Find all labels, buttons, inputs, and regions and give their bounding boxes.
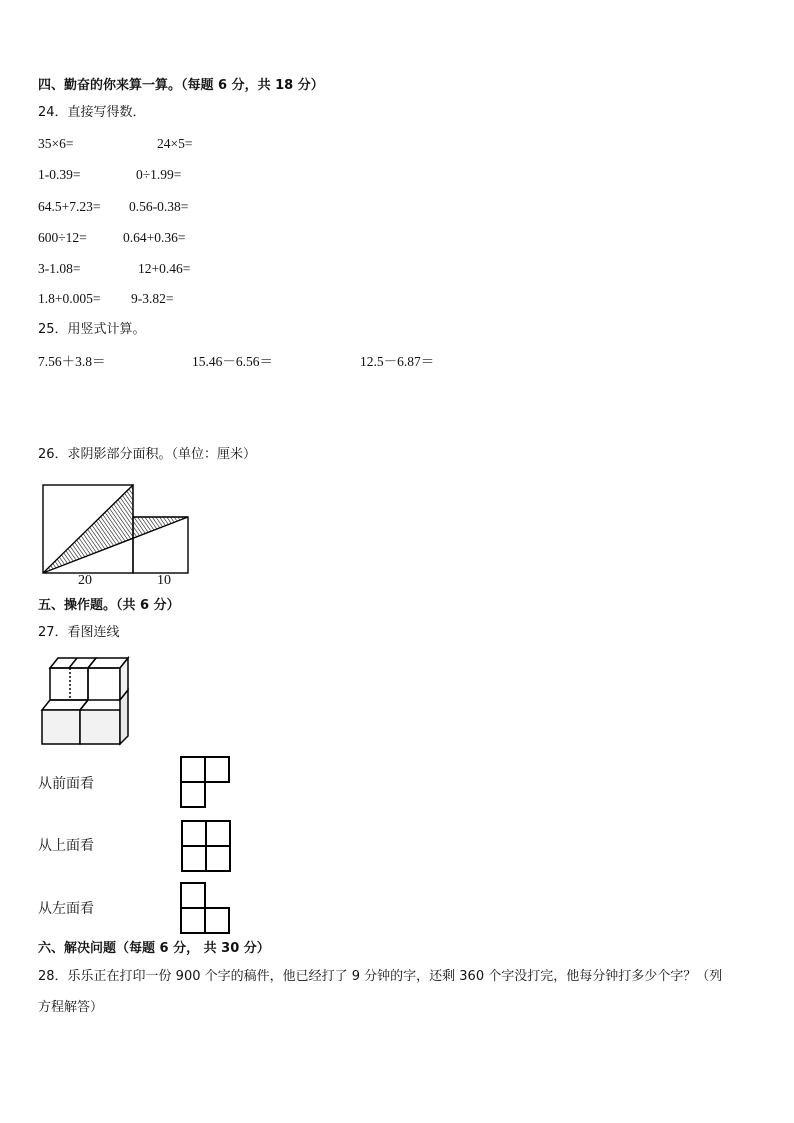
left-view-grid — [178, 880, 238, 940]
question-28-text-line-2: 方程解答） — [38, 1000, 104, 1015]
front-view-grid — [178, 755, 238, 815]
q25-item-2: 15.46－6.56＝ — [192, 354, 273, 369]
question-24-title: 24．直接写得数． — [38, 105, 146, 120]
dimension-label-10: 10 — [157, 573, 171, 588]
question-28-text-line-1: 28．乐乐正在打印一份 900 个字的稿件，他已经打了 9 分钟的字，还剩 360 个字没打完，他每分钟打多少个字？（列 — [38, 969, 723, 984]
top-view-grid — [178, 818, 238, 878]
section-6-heading: 六、解决问题（每题 6 分， 共 30 分） — [38, 941, 270, 956]
shaded-triangle — [43, 485, 188, 573]
q24-expr-6b: 9-3.82= — [131, 291, 174, 306]
question-27-title: 27．看图连线 — [38, 625, 120, 640]
view-label-top: 从上面看 — [38, 838, 94, 854]
q24-expr-2a: 1-0.39= — [38, 167, 81, 182]
question-25-title: 25．用竖式计算。 — [38, 322, 146, 337]
q24-expr-5a: 3-1.08= — [38, 261, 81, 276]
question-26-title: 26．求阴影部分面积。（单位：厘米） — [38, 447, 257, 462]
q24-expr-4a: 600÷12= — [38, 230, 87, 245]
shaded-area-figure — [38, 480, 198, 595]
cube-stack-figure — [38, 650, 138, 750]
q24-expr-3b: 0.56-0.38= — [129, 199, 189, 214]
q24-expr-6a: 1.8+0.005= — [38, 291, 101, 306]
q25-item-1: 7.56＋3.8＝ — [38, 354, 106, 369]
q24-expr-5b: 12+0.46= — [138, 261, 191, 276]
view-label-left: 从左面看 — [38, 901, 94, 917]
section-5-heading: 五、操作题。（共 6 分） — [38, 598, 180, 613]
q24-expr-2b: 0÷1.99= — [136, 167, 182, 182]
section-4-heading: 四、勤奋的你来算一算。（每题 6 分，共 18 分） — [38, 78, 324, 93]
q24-expr-1a: 35×6= — [38, 136, 74, 151]
q24-expr-1b: 24×5= — [157, 136, 193, 151]
dimension-label-20: 20 — [78, 573, 92, 588]
view-label-front: 从前面看 — [38, 776, 94, 792]
q24-expr-4b: 0.64+0.36= — [123, 230, 186, 245]
q24-expr-3a: 64.5+7.23= — [38, 199, 101, 214]
q25-item-3: 12.5－6.87＝ — [360, 354, 435, 369]
